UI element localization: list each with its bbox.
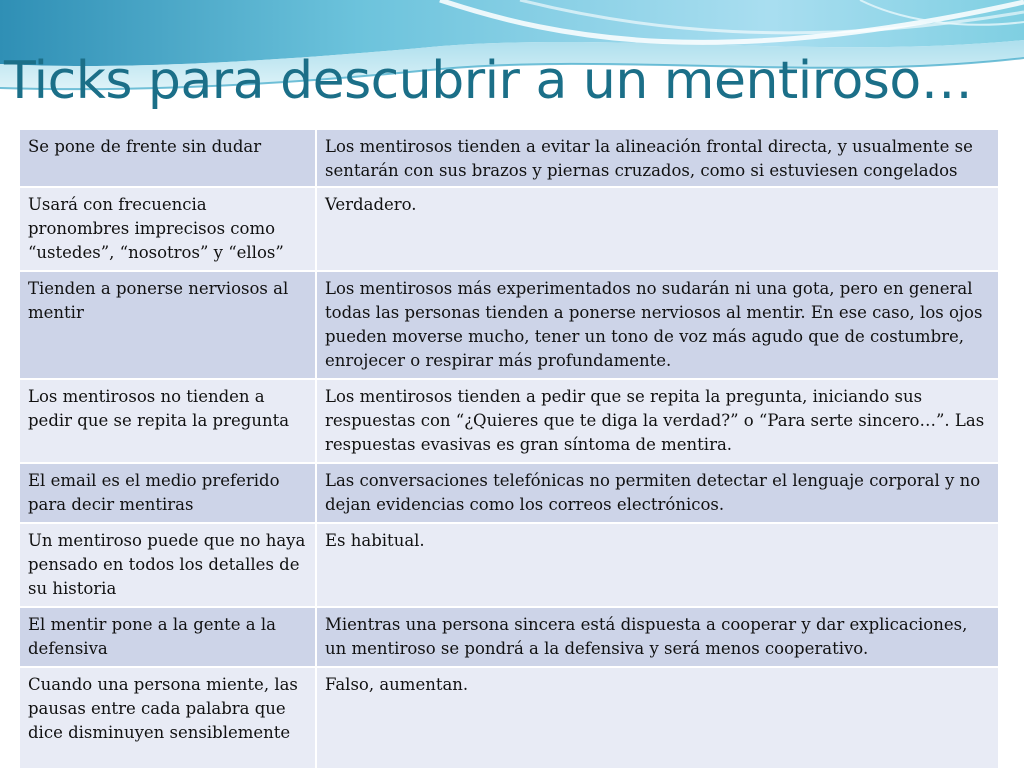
statement-cell: Un mentiroso puede que no haya pensado en todos los detalles de su historia (19, 523, 316, 607)
answer-cell: Las conversaciones telefónicas no permiten detectar el lenguaje corporal y no dejan evidencias como los correos electrónicos. (316, 463, 999, 523)
table-row (19, 607, 999, 667)
table-row (19, 187, 999, 271)
statement-cell: Los mentirosos no tienden a pedir que se repita la pregunta (19, 379, 316, 463)
answer-cell: Mientras una persona sincera está dispuesta a cooperar y dar explicaciones, un mentiroso se pondrá a la defensiva y será menos cooperativo. (316, 607, 999, 667)
table-row (19, 667, 999, 768)
tips-table (18, 128, 1000, 768)
table-row (19, 271, 999, 379)
statement-cell: Cuando una persona miente, las pausas entre cada palabra que dice disminuyen sensiblemente (19, 667, 316, 768)
answer-cell: Verdadero. (316, 187, 999, 271)
statement-cell: El email es el medio preferido para decir mentiras (19, 463, 316, 523)
statement-cell: Se pone de frente sin dudar (19, 129, 316, 187)
answer-cell: Es habitual. (316, 523, 999, 607)
answer-cell: Los mentirosos tienden a pedir que se repita la pregunta, iniciando sus respuestas con “¿Quieres que te diga la verdad?” o “Para serte sincero…”. Las respuestas evasivas es gran síntoma de mentira. (316, 379, 999, 463)
statement-cell: Usará con frecuencia pronombres imprecisos como “ustedes”, “nosotros” y “ellos” (19, 187, 316, 271)
answer-cell: Los mentirosos más experimentados no sudarán ni una gota, pero en general todas las personas tienden a ponerse nerviosos al mentir. En ese caso, los ojos pueden moverse mucho, tener un tono de voz más agudo que de costumbre, enrojecer o respirar más profundamente. (316, 271, 999, 379)
table-row (19, 379, 999, 463)
answer-cell: Falso, aumentan. (316, 667, 999, 768)
statement-cell: Tienden a ponerse nerviosos al mentir (19, 271, 316, 379)
table-row (19, 463, 999, 523)
answer-cell: Los mentirosos tienden a evitar la alineación frontal directa, y usualmente se sentarán con sus brazos y piernas cruzados, como si estuviesen congelados (316, 129, 999, 187)
page-title: Ticks para descubrir a un mentiroso… (4, 51, 973, 111)
statement-cell: El mentir pone a la gente a la defensiva (19, 607, 316, 667)
table-row (19, 523, 999, 607)
table-row (19, 129, 999, 187)
